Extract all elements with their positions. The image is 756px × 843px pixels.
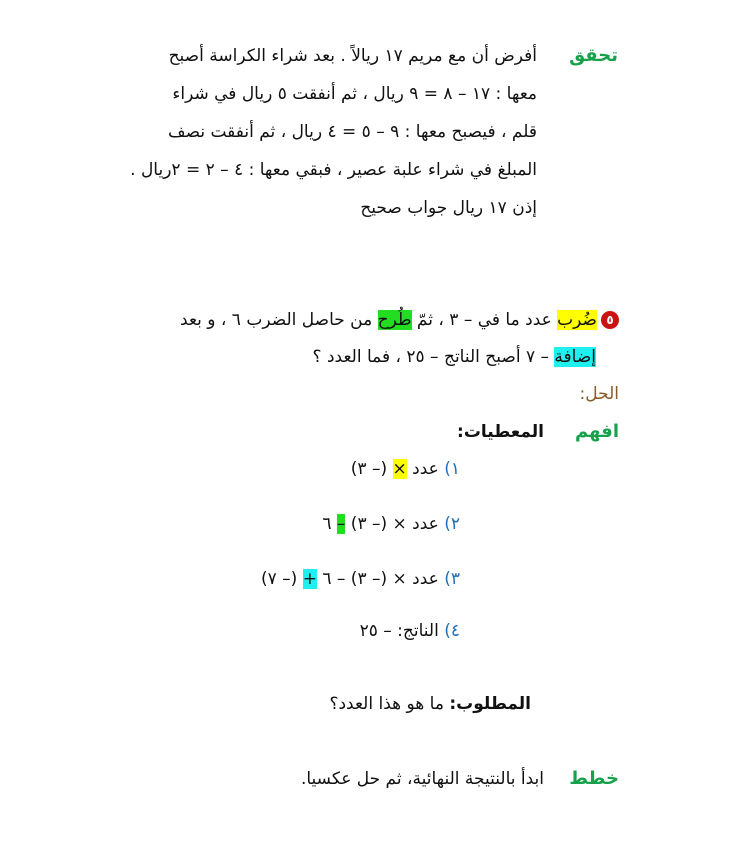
- given-text-2a: عدد × (– ٣): [345, 514, 445, 534]
- given-text-3a: عدد × (– ٣) – ٦: [316, 569, 445, 589]
- given-number-2: ٢): [444, 514, 460, 534]
- check-label: تحقق: [569, 45, 618, 66]
- given-text-1a: عدد: [406, 459, 445, 479]
- given-number-1: ١): [444, 459, 460, 479]
- givens-label: المعطيات:: [457, 422, 544, 442]
- required-text: ما هو هذا العدد؟: [329, 694, 450, 714]
- given-op-3: +: [302, 569, 317, 589]
- given-text-1b: (– ٣): [350, 459, 393, 479]
- check-line-5: إذن ١٧ ريال جواب صحيح: [360, 198, 537, 218]
- problem-text-3: – ٧ أصبح الناتج – ٢٥ ، فما العدد ؟: [312, 347, 555, 367]
- required-label: المطلوب:: [449, 694, 531, 714]
- given-item-3: [261, 567, 460, 591]
- given-item-2: [322, 512, 460, 536]
- word-multiply: ضُرب: [557, 310, 597, 330]
- given-number-3: ٣): [444, 569, 460, 589]
- problem-text-2: من حاصل الضرب ٦ ، و بعد: [180, 310, 378, 330]
- given-text-3b: (– ٧): [260, 569, 303, 589]
- given-text-4: الناتج: – ٢٥: [359, 621, 445, 641]
- problem-line-1: [180, 308, 619, 332]
- required-line: [329, 692, 531, 716]
- plan-text: ابدأ بالنتيجة النهائية، ثم حل عكسيا.: [300, 769, 544, 789]
- solution-label: الحل:: [579, 384, 619, 404]
- given-op-2: –: [336, 514, 346, 534]
- given-number-4: ٤): [444, 621, 460, 641]
- plan-label: خطط: [569, 768, 619, 789]
- given-text-2b: ٦: [322, 514, 337, 534]
- understand-label: افهم: [575, 421, 619, 442]
- word-add: إضافة: [554, 347, 596, 367]
- problem-line-2: [313, 345, 596, 369]
- check-line-4: المبلغ في شراء علبة عصير ، فبقي معها : ٤ – ٢ = ٢ريال .: [130, 160, 537, 180]
- given-op-1: ×: [392, 459, 407, 479]
- check-line-2: معها : ١٧ – ٨ = ٩ ريال ، ثم أنفقت ٥ ريال في شراء: [172, 84, 537, 104]
- problem-text-1: عدد ما في – ٣ ، ثمّ: [411, 310, 558, 330]
- given-item-1: [351, 457, 460, 481]
- check-line-3: قلم ، فيصبح معها : ٩ – ٥ = ٤ ريال ، ثم أنفقت نصف: [168, 122, 537, 142]
- check-line-1: أفرض أن مع مريم ١٧ ريالاً . بعد شراء الكراسة أصبح: [168, 46, 537, 66]
- word-subtract: طُرح: [377, 310, 412, 330]
- problem-number-badge: ٥: [601, 311, 619, 329]
- given-item-4: [360, 619, 460, 643]
